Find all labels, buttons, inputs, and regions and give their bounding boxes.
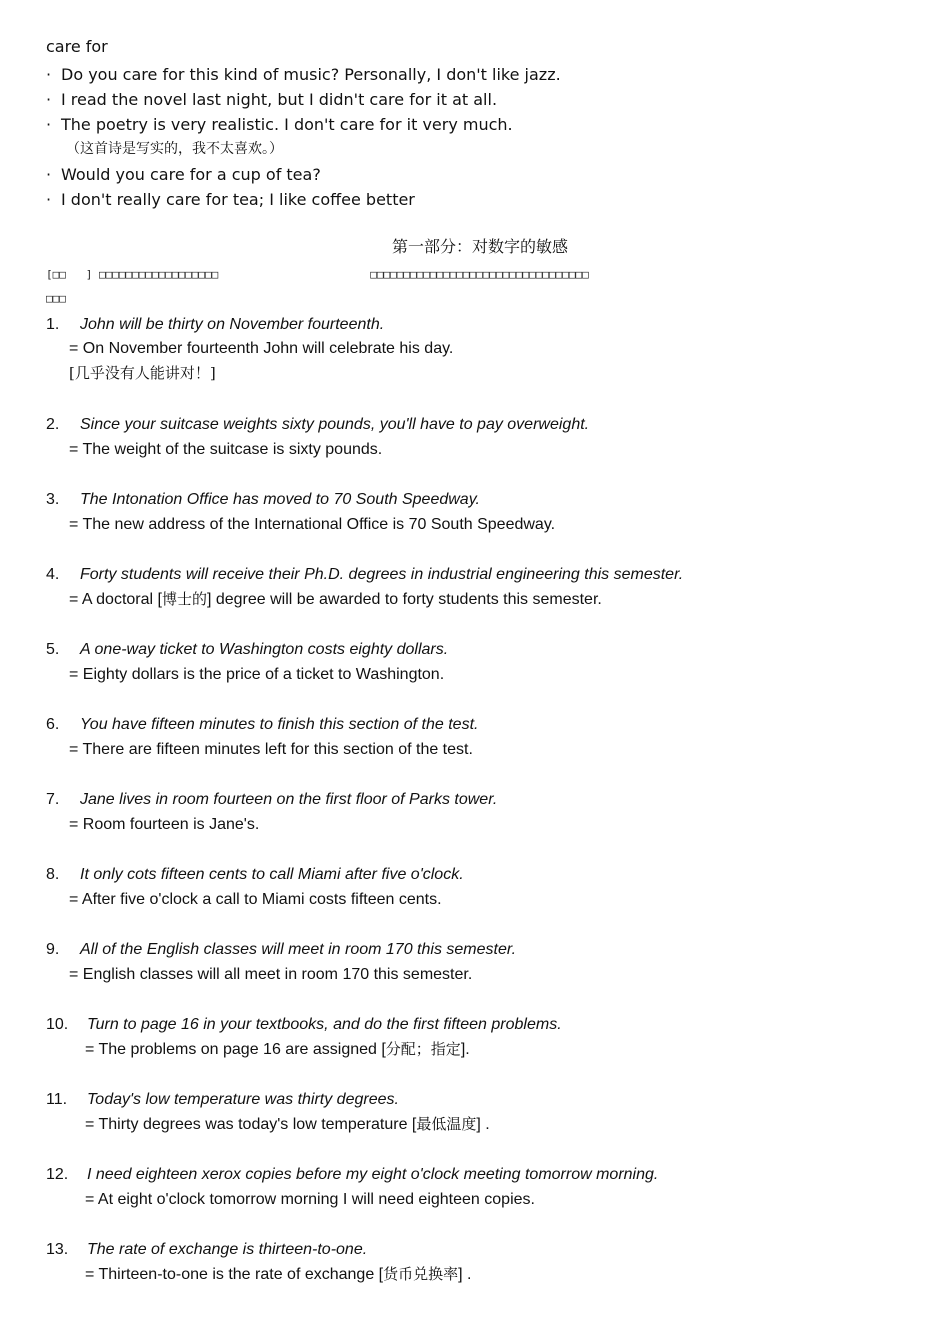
list-item xyxy=(46,487,926,562)
item-number: 5. xyxy=(46,641,60,658)
bullet-icon: · xyxy=(46,115,52,134)
item-question: The Intonation Office has moved to 70 South Speedway. xyxy=(80,491,480,508)
item-question: You have fifteen minutes to finish this section of the test. xyxy=(80,716,479,733)
item-question: It only cots fifteen cents to call Miami after five o'clock. xyxy=(80,866,464,883)
example-text: The poetry is very realistic. I don't care for it very much. xyxy=(61,115,513,134)
intro-line: [□□ ] □□□□□□□□□□□□□□□□□□ □□□□□□□□□□□□□□□□□□□□□□□□□□□□□□□□□ xyxy=(46,268,589,281)
item-question: Forty students will receive their Ph.D. degrees in industrial engineering this semester. xyxy=(80,566,684,583)
list-item xyxy=(46,637,926,712)
item-number: 13. xyxy=(46,1241,69,1258)
intro-line: □□□ xyxy=(46,292,66,305)
item-number: 11. xyxy=(46,1091,68,1108)
list-item xyxy=(46,712,926,787)
item-number: 3. xyxy=(46,491,60,508)
item-number: 7. xyxy=(46,791,60,808)
bullet-icon: · xyxy=(46,90,52,109)
list-item xyxy=(46,862,926,937)
item-question: A one-way ticket to Washington costs eighty dollars. xyxy=(80,641,449,658)
example-text: I read the novel last night, but I didn't care for it at all. xyxy=(61,90,498,109)
item-answer: = Eighty dollars is the price of a ticket to Washington. xyxy=(69,666,445,683)
list-item xyxy=(46,562,926,637)
list-item xyxy=(46,1012,926,1087)
item-number: 10. xyxy=(46,1016,69,1033)
item-question: Since your suitcase weights sixty pounds, you'll have to pay overweight. xyxy=(80,416,590,433)
item-question: Jane lives in room fourteen on the first floor of Parks tower. xyxy=(80,791,498,808)
example-list xyxy=(46,62,561,212)
item-answer: = After five o'clock a call to Miami costs fifteen cents. xyxy=(69,891,442,908)
item-answer: = Thirteen-to-one is the rate of exchange [货币兑换率] . xyxy=(85,1265,472,1283)
item-answer: = At eight o'clock tomorrow morning I will need eighteen copies. xyxy=(85,1191,535,1208)
list-item xyxy=(46,312,926,412)
item-answer: = The weight of the suitcase is sixty pounds. xyxy=(69,441,383,458)
list-item xyxy=(46,1087,926,1162)
item-question: John will be thirty on November fourteenth. xyxy=(80,316,385,333)
item-answer: = On November fourteenth John will celebrate his day. xyxy=(69,340,454,357)
list-item xyxy=(46,1162,926,1237)
example-item xyxy=(46,112,561,137)
item-number: 6. xyxy=(46,716,60,733)
item-question: Today's low temperature was thirty degrees. xyxy=(87,1091,399,1108)
item-note: [几乎没有人能讲对！] xyxy=(69,364,216,382)
heading-care-for: care for xyxy=(46,37,108,56)
item-number: 9. xyxy=(46,941,60,958)
item-answer: = Room fourteen is Jane's. xyxy=(69,816,260,833)
section-title: 第一部分：对数字的敏感 xyxy=(391,237,568,256)
example-text: Would you care for a cup of tea? xyxy=(61,165,321,184)
bullet-icon: · xyxy=(46,190,52,209)
item-answer: = There are fifteen minutes left for this section of the test. xyxy=(69,741,473,758)
example-item xyxy=(46,62,561,87)
example-text: I don't really care for tea; I like coffee better xyxy=(61,190,415,209)
item-number: 2. xyxy=(46,416,60,433)
item-question: The rate of exchange is thirteen-to-one. xyxy=(87,1241,368,1258)
item-answer: = Thirty degrees was today's low temperature [最低温度] . xyxy=(85,1115,490,1133)
list-item xyxy=(46,412,926,487)
item-question: I need eighteen xerox copies before my eight o'clock meeting tomorrow morning. xyxy=(87,1166,659,1183)
list-item xyxy=(46,787,926,862)
bullet-icon: · xyxy=(46,165,52,184)
example-text: Do you care for this kind of music? Personally, I don't like jazz. xyxy=(61,65,561,84)
item-answer: = English classes will all meet in room 170 this semester. xyxy=(69,966,473,983)
number-sentence-list xyxy=(46,312,926,1312)
example-item xyxy=(46,87,561,112)
list-item xyxy=(46,1237,926,1312)
list-item xyxy=(46,937,926,1012)
item-number: 8. xyxy=(46,866,60,883)
item-question: All of the English classes will meet in room 170 this semester. xyxy=(80,941,517,958)
item-number: 12. xyxy=(46,1166,69,1183)
bullet-icon: · xyxy=(46,65,52,84)
item-answer: = A doctoral [博士的] degree will be awarded to forty students this semester. xyxy=(69,590,602,608)
item-answer: = The problems on page 16 are assigned [分配；指定]. xyxy=(85,1040,470,1058)
example-item xyxy=(46,187,561,212)
item-number: 4. xyxy=(46,566,60,583)
item-number: 1. xyxy=(46,316,60,333)
item-question: Turn to page 16 in your textbooks, and do the first fifteen problems. xyxy=(87,1016,562,1033)
example-item xyxy=(46,162,561,187)
intro-garbled-text xyxy=(46,263,589,311)
item-answer: = The new address of the International Office is 70 South Speedway. xyxy=(69,516,556,533)
poetry-translation: （这首诗是写实的，我不太喜欢。） xyxy=(66,141,283,157)
